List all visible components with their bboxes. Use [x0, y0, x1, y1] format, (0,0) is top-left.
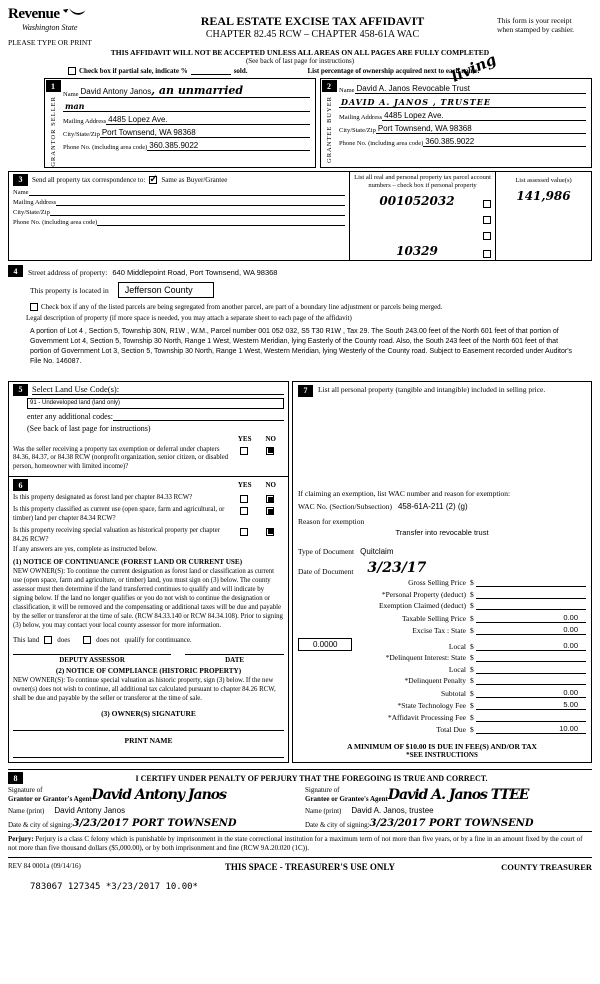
does-checkbox[interactable]	[44, 636, 52, 644]
seller-phone-field[interactable]: 360.385.9022	[147, 141, 310, 151]
seller-citystatezip-field[interactable]: Port Townsend, WA 98368	[100, 128, 310, 138]
footer-row	[8, 862, 592, 872]
seller-name-field-line2[interactable]: man	[63, 101, 310, 112]
dollar-sign: $	[470, 664, 474, 674]
date-of-document-field[interactable]: 3/23/17	[367, 559, 427, 576]
type-of-document-label: Type of Document	[298, 546, 355, 556]
grantor-signature-block	[8, 786, 295, 829]
dollar-sign: $	[470, 653, 474, 663]
affidavit-processing-fee-label: *Affidavit Processing Fee	[387, 712, 466, 722]
excise-tax-state-field[interactable]: 0.00	[476, 625, 586, 635]
grantee-signature-block	[305, 786, 592, 829]
parcel-numbers-box	[350, 171, 496, 261]
dollar-sign: $	[470, 589, 474, 599]
seller-name-handwritten: , an unmarried	[151, 84, 244, 97]
state-technology-fee-field[interactable]: 5.00	[476, 700, 586, 710]
form-revision-number: REV 84 0001a (09/14/16)	[8, 861, 81, 870]
historical-property-question: Is this property receiving special valuation as historical property per chapter 84.26 RCW?	[13, 526, 220, 543]
no-header-1: NO	[265, 434, 276, 443]
delinquent-interest-state-field[interactable]	[476, 661, 586, 662]
exemption-intro: If claiming an exemption, list WAC number and reason for exemption:	[298, 488, 511, 498]
buyer-mailing-label: Mailing Address	[339, 114, 383, 121]
personal-property-checkbox-2[interactable]	[483, 216, 491, 224]
seller-mailing-label: Mailing Address	[63, 118, 107, 125]
buyer-name-field-line2[interactable]: DAVID A. JANOS , TRUSTEE	[339, 97, 586, 108]
buyer-name-label: Name	[339, 87, 355, 94]
logo-subtext: Washington State	[22, 23, 78, 32]
does-not-checkbox[interactable]	[83, 636, 91, 644]
see-back-note: (See back of last page for instructions)	[245, 57, 355, 65]
sold-label: sold.	[233, 67, 248, 75]
grantee-name-print-field[interactable]: David A. Janos, trustee	[351, 805, 434, 815]
personal-property-deduct-label: *Personal Property (deduct)	[381, 589, 466, 599]
print-name-line[interactable]	[13, 757, 284, 758]
delinquent-penalty-field[interactable]	[476, 684, 586, 685]
see-instructions-note: *SEE INSTRUCTIONS	[406, 751, 478, 760]
segregated-label: Check box if any of the listed parcels are being segregated from another parcel, are part of a boundary line adjustment or parcels being merged.	[41, 303, 443, 312]
local-rate-box[interactable]: 0.0000	[298, 638, 352, 651]
this-land-label: This land	[13, 636, 40, 645]
same-as-buyer-label: Same as Buyer/Grantee	[161, 175, 228, 184]
land-use-code-field[interactable]: 91 - Undeveloped land (land only)	[27, 398, 284, 409]
buyer-phone-label: Phone No. (including area code)	[339, 140, 424, 147]
q0-no-checkbox[interactable]	[266, 447, 274, 455]
does-label: does	[57, 636, 71, 645]
personal-property-checkbox-4[interactable]	[483, 250, 491, 258]
continuance-section	[9, 477, 288, 762]
grantee-name-print-label: Name (print)	[305, 806, 342, 815]
located-in-label: This property is located in	[30, 285, 109, 295]
delinquent-interest-state-label: *Delinquent Interest: State	[385, 653, 466, 663]
corr-phone-label: Phone No. (including area code)	[13, 218, 98, 226]
seller-phone-label: Phone No. (including area code)	[63, 144, 148, 151]
dollar-sign: $	[470, 601, 474, 611]
section8-number: 8	[8, 772, 23, 784]
dollar-sign: $	[470, 613, 474, 623]
property-section	[8, 265, 592, 367]
forest-land-question: Is this property designated as forest land per chapter 84.33 RCW?	[13, 494, 193, 502]
grantee-signature-field[interactable]	[388, 787, 529, 803]
grantor-name-print-field[interactable]: David Antony Janos	[54, 805, 126, 815]
corr-citystatezip-label: City/State/Zip	[13, 208, 50, 216]
q2-yes-checkbox[interactable]	[240, 507, 248, 515]
corr-mailing-label: Mailing Address	[13, 198, 57, 206]
perjury-bold: Perjury:	[8, 834, 34, 843]
date-of-document-label: Date of Document	[298, 566, 354, 576]
notice-compliance-text: NEW OWNER(S): To continue special valuation as historic property, sign (3) below. If the new owner(s) does not wish to continue, all additional tax calculated pursuant to chapter 84.26 RCW, shall be due and payable by the seller or transferor at the time of sale.	[13, 677, 276, 703]
grantor-date-city-field[interactable]: 3/23/2017 PORT TOWNSEND	[72, 817, 237, 829]
personal-property-label: List all personal property (tangible and intangible) included in selling price.	[318, 384, 546, 394]
grantee-signature: David A. Janos TTEE	[387, 786, 529, 803]
dollar-sign: $	[470, 676, 474, 686]
buyer-citystatezip-field[interactable]: Port Townsend, WA 98368	[376, 124, 586, 134]
seller-grantor-box	[44, 78, 316, 168]
dollar-sign: $	[470, 701, 474, 711]
notice-continuance-text: NEW OWNER(S): To continue the current designation as forest land or classification as current use (open space, farm and agriculture, or timber) land, you must sign on (3) below. The county assessor must then determine if the land transferred continues to qualify and will indicate by signing below. If the land no longer qualifies or you do not wish to continue the designation or classification, it will be removed and the compensating or additional taxes will be due and payable by the seller or transferor at the time of sale. (RCW 84.33.140 or RCW 84.34.108). Prior to signing (3) below, you may contact your local county assessor for more information.	[13, 568, 283, 630]
form-subtitle: CHAPTER 82.45 RCW – CHAPTER 458-61A WAC	[205, 29, 420, 40]
grantor-sig-label2: Grantor or Grantor's Agent	[8, 794, 92, 803]
wac-no-field[interactable]: 458-61A-211 (2) (g)	[397, 501, 468, 511]
cashier-stamp: 783067 127345 *3/23/2017 10.00*	[30, 881, 198, 892]
assessor-date-line[interactable]: DATE	[185, 654, 284, 664]
corr-citystatezip-field[interactable]	[50, 215, 345, 216]
owners-signature-heading: (3) OWNER(S) SIGNATURE	[101, 709, 196, 719]
grantor-signature: David Antony Janos	[91, 786, 227, 803]
county-treasurer-label: COUNTY TREASURER	[501, 861, 592, 872]
owners-signature-line[interactable]	[13, 730, 284, 731]
reason-exemption-value: Transfer into revocable trust	[395, 527, 489, 537]
grantor-signature-field[interactable]	[92, 787, 226, 803]
buyer-name-field[interactable]: David A. Janos Revocable Trust	[355, 84, 586, 94]
correspondence-box	[8, 171, 350, 261]
partial-sale-percent-field[interactable]	[191, 74, 231, 75]
bird-swoosh-icon	[62, 6, 86, 23]
delinquent-interest-local-field[interactable]	[476, 673, 586, 674]
subtotal-field[interactable]: 0.00	[476, 688, 586, 698]
form-title: REAL ESTATE EXCISE TAX AFFIDAVIT	[200, 14, 425, 28]
dollar-sign: $	[470, 725, 474, 735]
q1-no-checkbox[interactable]	[266, 495, 274, 503]
current-use-question: Is this property classified as current use (open space, farm and agricultural, or timber) land per chapter 84.34 RCW?	[13, 506, 225, 522]
perjury-statement	[8, 835, 592, 858]
parcel-header-line1: List all real and personal property tax parcel account	[354, 173, 491, 181]
minimum-fee-note: A MINIMUM OF $10.00 IS DUE IN FEE(S) AND/OR TAX	[347, 742, 537, 752]
grantor-date-city-label: Date & city of signing:	[8, 820, 73, 829]
q0-yes-checkbox[interactable]	[240, 447, 248, 455]
if-yes-note: If any answers are yes, complete as instructed below.	[13, 546, 158, 554]
print-name-heading: PRINT NAME	[124, 736, 173, 746]
buyer-citystatezip-label: City/State/Zip	[339, 127, 376, 134]
grantor-side-label: GRANTOR	[49, 128, 57, 167]
buyer-phone-field[interactable]: 360.385.9022	[423, 137, 586, 147]
section6-number: 6	[13, 479, 28, 491]
notice-compliance-title: (2) NOTICE OF COMPLIANCE (HISTORIC PROPERTY)	[55, 667, 242, 676]
grantee-sig-label2: Grantee or Grantee's Agent	[305, 794, 388, 803]
grantor-name-print-label: Name (print)	[8, 806, 45, 815]
grantee-sig-label1: Signature of	[305, 786, 340, 795]
street-address-field[interactable]: 640 Middlepoint Road, Port Townsend, WA 98368	[112, 268, 278, 278]
receipt-note-line2: when stamped by cashier.	[497, 25, 575, 34]
parcel-header-line2: numbers – check box if personal property	[368, 181, 477, 189]
delinquent-interest-local-label: Local	[448, 664, 466, 674]
type-of-document-field[interactable]: Quitclaim	[360, 546, 394, 556]
does-not-label: does not	[96, 636, 120, 645]
no-header-2: NO	[265, 481, 276, 490]
divider	[8, 831, 592, 832]
personal-property-deduct-field[interactable]	[476, 598, 586, 599]
buyer-mailing-field[interactable]: 4485 Lopez Ave.	[382, 111, 586, 121]
yes-header-2: YES	[237, 481, 252, 490]
seller-mailing-field[interactable]: 4485 Lopez Ave.	[106, 115, 310, 125]
grantor-sig-label1: Signature of	[8, 786, 43, 795]
taxable-selling-price-label: Taxable Selling Price	[401, 613, 466, 623]
dollar-sign: $	[470, 712, 474, 722]
yes-header-1: YES	[237, 434, 252, 443]
partial-sale-checkbox[interactable]	[68, 67, 76, 75]
street-address-label: Street address of property:	[28, 268, 108, 278]
total-due-field[interactable]: 10.00	[476, 724, 586, 734]
section7-number: 7	[298, 385, 313, 397]
taxable-selling-price-field[interactable]: 0.00	[476, 613, 586, 623]
perjury-text: Perjury is a class C felony which is punishable by imprisonment in the state correctional institution for a maximum term of not more than five years, or by a fine in an amount fixed by the court of not more than five thousand dollars ($5,000.00), or by both imprisonment and fine (RCW 9A.20.020 (1C)).	[8, 834, 583, 853]
q2-no-checkbox[interactable]	[266, 507, 274, 515]
logo-text: Revenue	[8, 6, 60, 22]
warning-line: THIS AFFIDAVIT WILL NOT BE ACCEPTED UNLESS ALL AREAS ON ALL PAGES ARE FULLY COMPLETED	[110, 48, 490, 57]
q3-no-checkbox[interactable]	[266, 528, 274, 536]
legal-description-label: Legal description of property (if more space is needed, you may attach a separate sheet to each page of the affidavit)	[26, 314, 352, 323]
gross-selling-price-label: Gross Selling Price	[408, 578, 466, 588]
section4-number: 4	[8, 265, 23, 277]
assessed-header: List assessed value(s)	[515, 176, 572, 184]
legal-description-text: A portion of Lot 4 , Section 5, Township 30N, R1W , W.M., Parcel number 001 052 032, S5 T30 R1W , Tax 29. The South 243.00 feet of the North 601 feet of that portion of Government Lot 4, Section 5, Township 30 North, Range 1 West, Western Meridian, lying Easterly of the County road. Also, the South 243 feet of the North 601 feet of that portion of Government Lot 3, Section 5, Township 30 North, Range 1 West, Western Meridian, lying Westerly of the County road. Subject to Easement recorded under Auditor's File No. 146087.	[30, 328, 573, 365]
assessed-values-box	[496, 171, 592, 261]
q1-yes-checkbox[interactable]	[240, 495, 248, 503]
total-due-label: Total Due	[436, 725, 466, 735]
reason-exemption-label: Reason for exemption	[298, 516, 365, 526]
ownership-percentage-label: List percentage of ownership acquired next to each name.	[307, 67, 480, 75]
county-field[interactable]: Jefferson County	[118, 282, 214, 298]
grantee-side-label: GRANTEE	[325, 125, 333, 163]
same-as-buyer-checkbox[interactable]	[149, 176, 157, 184]
notice-continuance-title: (1) NOTICE OF CONTINUANCE (FOREST LAND OR CURRENT USE)	[13, 558, 243, 567]
corr-mailing-field[interactable]	[56, 205, 345, 206]
delinquent-penalty-label: *Delinquent Penalty	[404, 676, 466, 686]
assessed-row-1[interactable]: 141,986	[516, 188, 571, 203]
corr-name-label: Name	[13, 188, 29, 196]
gross-selling-price-field[interactable]	[476, 586, 586, 587]
excise-tax-state-label: Excise Tax : State	[412, 626, 466, 636]
buyer-grantee-box	[320, 78, 592, 168]
certification-section	[8, 769, 592, 832]
handwritten-living: living	[448, 50, 499, 86]
section3-number: 3	[13, 174, 28, 186]
additional-codes-field[interactable]	[113, 420, 284, 421]
additional-codes-label: enter any additional codes:	[27, 411, 113, 421]
section2-number: 2	[322, 80, 337, 92]
deputy-assessor-line[interactable]: DEPUTY ASSESSOR	[13, 654, 171, 664]
corr-phone-field[interactable]	[97, 225, 345, 226]
parcel-row-1[interactable]: 001052032	[379, 194, 455, 209]
certify-statement: I CERTIFY UNDER PENALTY OF PERJURY THAT THE FOREGOING IS TRUE AND CORRECT.	[135, 773, 488, 783]
q3-yes-checkbox[interactable]	[240, 528, 248, 536]
state-technology-fee-label: *State Technology Fee	[397, 701, 466, 711]
land-use-column	[8, 381, 289, 764]
seller-side-label: SELLER	[49, 96, 57, 126]
dollar-sign: $	[470, 688, 474, 698]
dollar-sign: $	[470, 626, 474, 636]
personal-property-checkbox-1[interactable]	[483, 200, 491, 208]
subtotal-label: Subtotal	[440, 688, 466, 698]
land-use-section	[9, 382, 288, 477]
buyer-side-label: BUYER	[325, 96, 333, 124]
dollar-sign: $	[470, 641, 474, 651]
treasurer-use-only-label: THIS SPACE - TREASURER'S USE ONLY	[224, 861, 396, 872]
qualify-label: qualify for continuance.	[124, 636, 192, 645]
personal-property-checkbox-3[interactable]	[483, 232, 491, 240]
dollar-sign: $	[470, 578, 474, 588]
wac-no-label: WAC No. (Section/Subsection)	[298, 501, 392, 511]
exemption-deferral-question: Was the seller receiving a property tax exemption or deferral under chapters 84.36, 84.37, or 84.38 RCW (nonprofit organization, senior citizen, or disabled person, homeowner with limited income)?	[13, 445, 229, 471]
segregated-checkbox[interactable]	[30, 303, 38, 311]
personal-property-blank-area[interactable]	[298, 397, 586, 485]
correspondence-label: Send all property tax correspondence to:	[32, 175, 146, 184]
excise-tax-local-label: Local	[448, 641, 466, 651]
seller-citystatezip-label: City/State/Zip	[63, 131, 100, 138]
corr-name-field[interactable]	[29, 195, 345, 196]
land-use-title: Select Land Use Code(s):	[32, 384, 284, 395]
header	[8, 6, 592, 47]
excise-tax-local-field[interactable]: 0.00	[476, 641, 586, 651]
see-back-note-2: (See back of last page for instructions)	[27, 423, 151, 433]
exemption-claimed-field[interactable]	[476, 609, 586, 610]
grantee-date-city-field[interactable]: 3/23/2017 PORT TOWNSEND	[369, 817, 534, 829]
tax-computation-section	[292, 381, 592, 764]
receipt-note-line1: This form is your receipt	[497, 16, 572, 25]
grantee-date-city-label: Date & city of signing:	[305, 820, 370, 829]
type-or-print-label: PLEASE TYPE OR PRINT	[8, 38, 92, 47]
section1-number: 1	[46, 80, 61, 92]
affidavit-processing-fee-field[interactable]	[476, 721, 586, 722]
seller-name-field[interactable]: David Antony Janos, an unmarried	[79, 84, 310, 98]
exemption-claimed-label: Exemption Claimed (deduct)	[378, 601, 466, 611]
revenue-logo	[8, 6, 128, 47]
partial-sale-label: Check box if partial sale, indicate %	[79, 67, 188, 75]
parcel-row-4[interactable]: 10329	[396, 244, 438, 259]
section5-number: 5	[13, 384, 28, 396]
seller-name-label: Name	[63, 91, 79, 98]
